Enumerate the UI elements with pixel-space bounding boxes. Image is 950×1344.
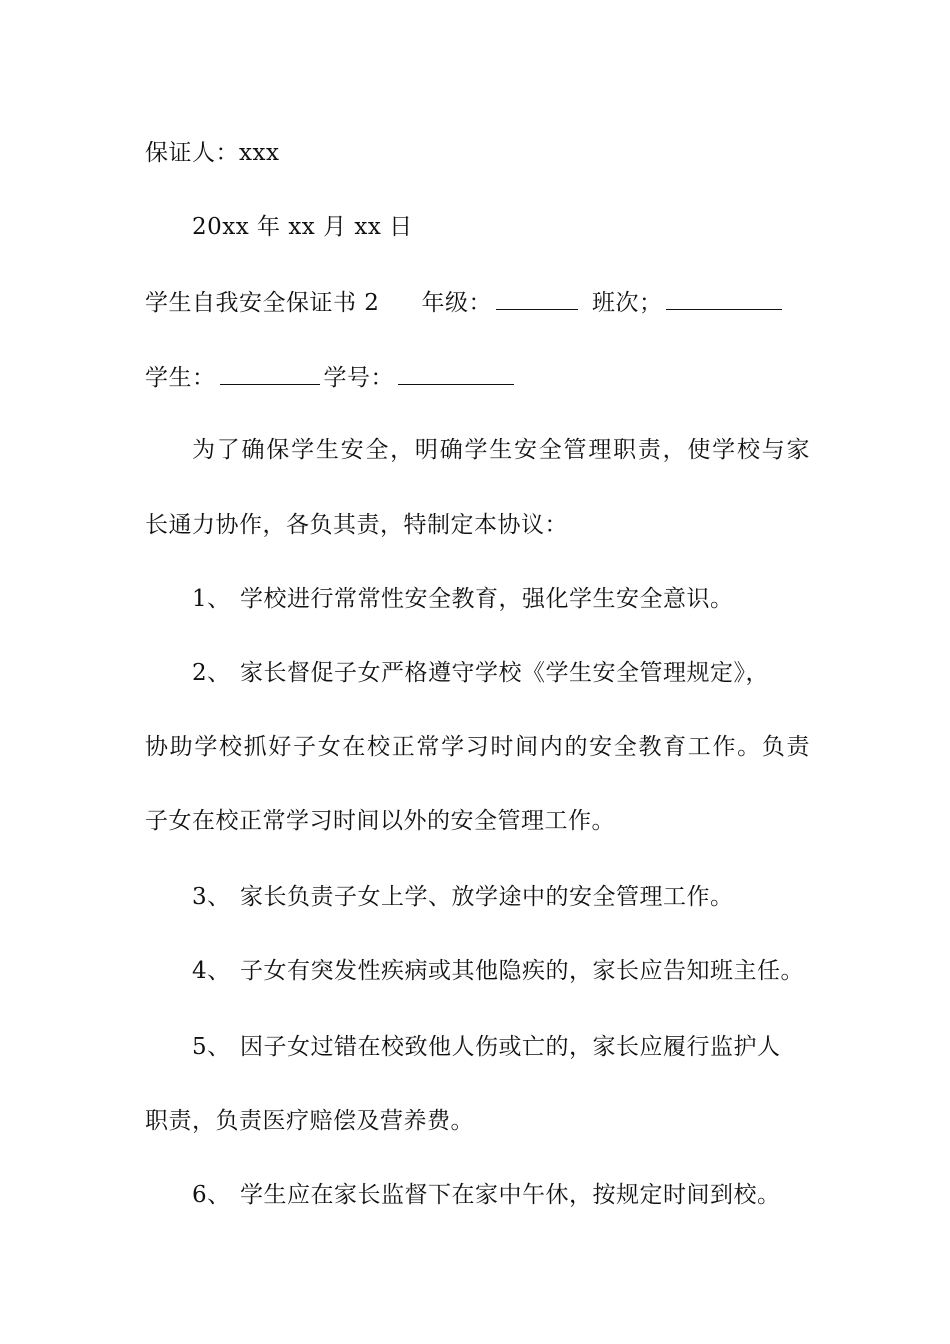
list-item-2-line-2: 协助学校抓好子女在校正常学习时间内的安全教育工作。负责 (145, 734, 810, 760)
list-item-2-line-3: 子女在校正常学习时间以外的安全管理工作。 (145, 808, 615, 834)
student-blank (220, 362, 320, 385)
student-row (145, 362, 810, 393)
intro-paragraph-line-1: 为了确保学生安全，明确学生安全管理职责，使学校与家 (192, 437, 810, 463)
list-item-3 (192, 882, 810, 912)
title-row (145, 287, 810, 318)
list-item-5 (192, 1032, 810, 1062)
date-line: 20xx 年 xx 月 xx 日 (192, 214, 413, 240)
item-number: 6、 (192, 1182, 231, 1208)
grade-label: 年级： (421, 290, 492, 316)
class-blank (666, 287, 782, 310)
item-text: 因子女过错在校致他人伤或亡的，家长应履行监护人 (240, 1034, 781, 1060)
guarantor-line: 保证人：xxx (145, 140, 280, 166)
item-text: 家长督促子女严格遵守学校《学生安全管理规定》， (240, 660, 769, 686)
list-item-5-line-2: 职责，负责医疗赔偿及营养费。 (145, 1108, 474, 1134)
list-item-6 (192, 1180, 810, 1210)
student-no-label: 学号： (323, 365, 394, 391)
student-no-blank (398, 362, 514, 385)
intro-paragraph-line-2: 长通力协作，各负其责，特制定本协议： (145, 512, 568, 538)
item-number: 4、 (192, 958, 231, 984)
item-text: 学校进行常常性安全教育，强化学生安全意识。 (240, 586, 734, 612)
list-item-1 (192, 584, 810, 614)
item-text: 家长负责子女上学、放学途中的安全管理工作。 (240, 884, 734, 910)
item-number: 3、 (192, 884, 231, 910)
grade-blank (496, 287, 578, 310)
item-number: 5、 (192, 1034, 231, 1060)
class-label: 班次； (591, 290, 663, 316)
list-item-4 (192, 956, 810, 986)
list-item-2 (192, 658, 810, 688)
item-number: 2、 (192, 660, 231, 686)
item-number: 1、 (192, 586, 231, 612)
item-text: 子女有突发性疾病或其他隐疾的，家长应告知班主任。 (240, 958, 804, 984)
item-text: 学生应在家长监督下在家中午休，按规定时间到校。 (240, 1182, 781, 1208)
student-label: 学生： (145, 365, 216, 391)
document-title: 学生自我安全保证书 2 (145, 290, 380, 316)
